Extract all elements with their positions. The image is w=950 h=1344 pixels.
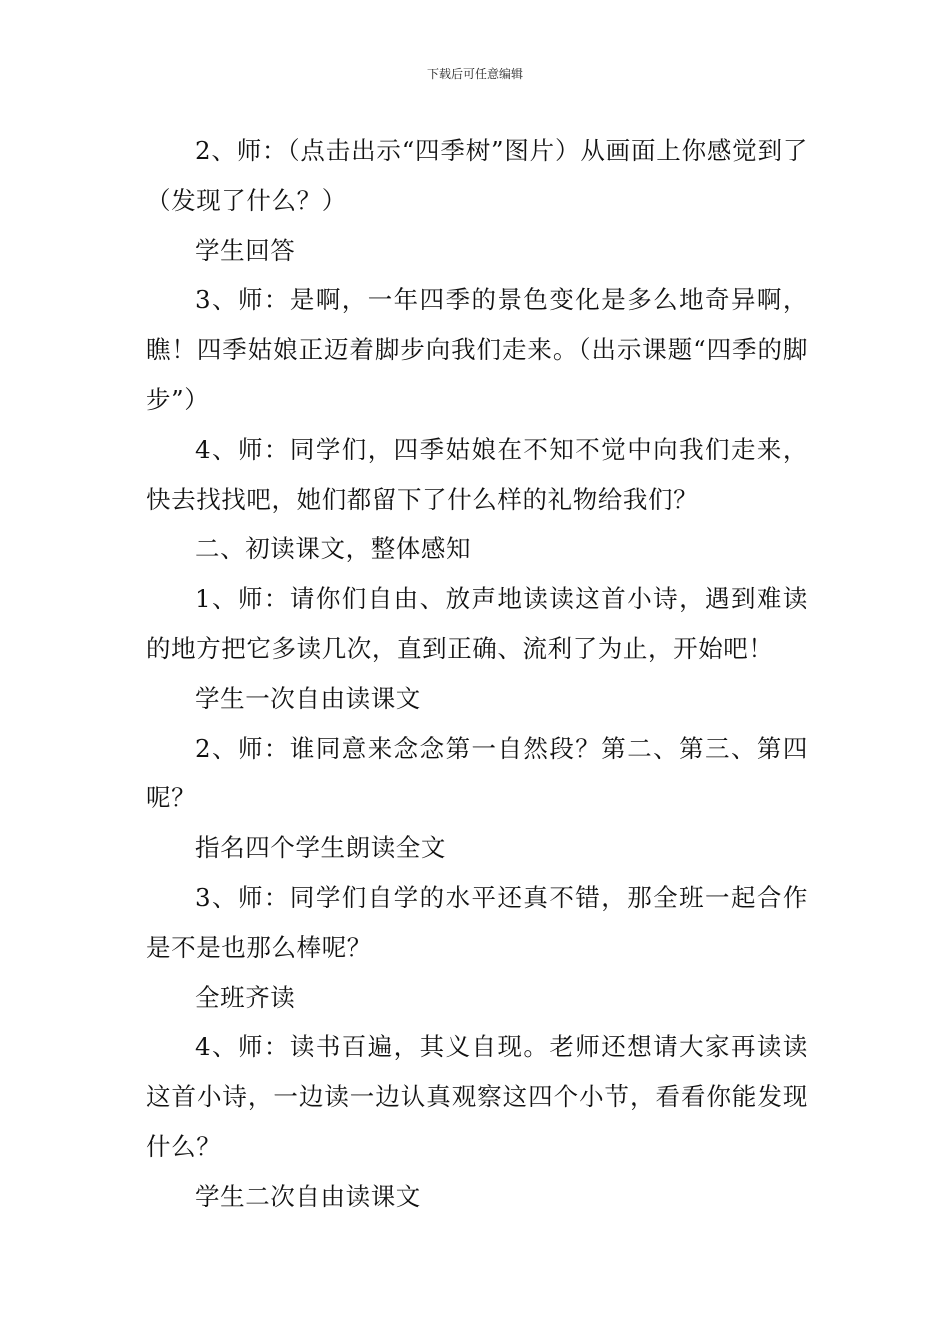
paragraph: 3、师：同学们自学的水平还真不错，那全班一起合作是不是也那么棒呢？ [146,882,808,962]
paragraph: 学生一次自由读课文 [195,683,421,713]
paragraph: 3、师：是啊，一年四季的景色变化是多么地奇异啊，瞧！四季姑娘正迈着脚步向我们走来。（出示课题“四季的脚步”） [146,285,808,414]
section-heading: 二、初读课文，整体感知 [195,534,472,564]
paragraph: 全班齐读 [195,982,296,1012]
paragraph: 1、师：请你们自由、放声地读读这首小诗，遇到难读的地方把它多读几次，直到正确、流利了为止，开始吧！ [146,584,808,663]
paragraph: 学生回答 [195,235,296,265]
page-header-note: 下载后可任意编辑 [426,67,523,81]
paragraph: 4、师：同学们，四季姑娘在不知不觉中向我们走来，快去找找吧，她们都留下了什么样的礼物给我们？ [146,434,808,514]
paragraph: 4、师：读书百遍，其义自现。老师还想请大家再读读这首小诗，一边读一边认真观察这四个小节，看看你能发现什么？ [146,1032,808,1161]
paragraph: 学生二次自由读课文 [195,1181,421,1211]
document-body [146,126,808,1222]
paragraph: 指名四个学生朗读全文 [195,833,446,863]
paragraph: 2、师：谁同意来念念第一自然段？第二、第三、第四呢？ [146,733,808,813]
paragraph: 2、师：（点击出示“四季树”图片）从画面上你感觉到了（发现了什么？） [146,136,808,215]
